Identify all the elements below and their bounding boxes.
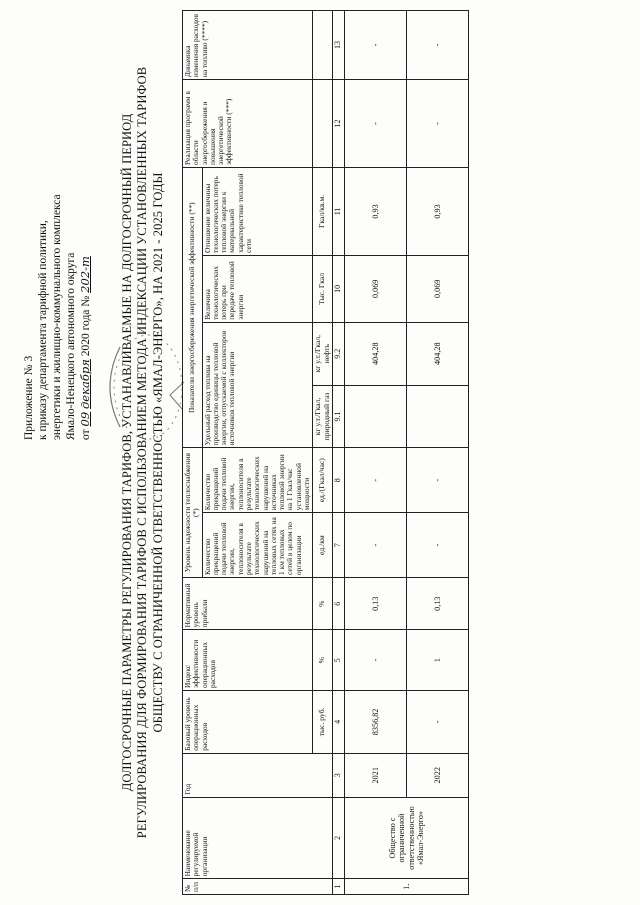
unit-profit: % [313, 578, 333, 630]
col-number: 11 [333, 167, 345, 255]
header-energy: Показатели энергосбережения энергетической эффективности (**) [183, 167, 203, 447]
unit-en-a2: кг у.т./Гкал, нефть [313, 322, 333, 385]
header-program: Реализация программ в области энергосбережения и повышения энергетической эффективности (***) [183, 80, 313, 168]
unit-dynamics [313, 11, 333, 80]
document-title [120, 0, 166, 905]
unit-en-c: Гкал/кв.м. [313, 167, 333, 255]
col-number: 12 [333, 80, 345, 168]
date-year: 2020 года № [80, 295, 93, 357]
header-row-1 [183, 11, 203, 895]
col-number: 7 [333, 513, 345, 578]
appendix-date-line [78, 40, 93, 440]
header-en-b: Величина технологических потерь при передаче тепловой энергии [202, 255, 313, 322]
table-row [345, 11, 407, 895]
appendix-department: энергетики и жилищно-коммунального комплекса [51, 194, 64, 440]
cell-en-a1 [345, 385, 407, 448]
header-num: № п/п [183, 879, 333, 895]
header-profit: Нормативный уровень прибыли [183, 578, 313, 630]
unit-program [313, 80, 333, 168]
cell-program: - [407, 80, 469, 168]
cell-dynamics: - [345, 11, 407, 80]
title-line-2: РЕГУЛИРОВАНИЯ ДЛЯ ФОРМИРОВАНИЯ ТАРИФОВ С ИСПОЛЬЗОВАНИЕМ МЕТОДА ИНДЕКСАЦИИ УСТАНОВЛЕННЫХ ТАРИФОВ [135, 66, 150, 839]
table-row [407, 11, 469, 895]
handwritten-order-number: 202-т [78, 256, 93, 293]
header-index: Индекс эффективности операционных расходов [183, 630, 313, 691]
cell-year: 2021 [345, 753, 407, 797]
cell-en-b: 0,069 [345, 255, 407, 322]
col-number: 10 [333, 255, 345, 322]
unit-en-a1: кг у.т./Гкал, природный газ [313, 385, 333, 448]
col-number: 9.1 [333, 385, 345, 448]
organization-name: Общество с ограниченной ответственностью «Ямал-Энерго» [345, 797, 469, 879]
cell-rel-a: - [407, 513, 469, 578]
tariff-parameters-table [182, 10, 469, 895]
col-number: 13 [333, 11, 345, 80]
cell-en-c: 0,93 [345, 167, 407, 255]
cell-rel-b: - [345, 448, 407, 513]
row-section-number: 1. [345, 879, 469, 895]
handwritten-day: 09 [78, 411, 93, 427]
unit-index: % [313, 630, 333, 691]
cell-en-a2: 404,28 [345, 322, 407, 385]
col-number: 3 [333, 753, 345, 797]
cell-rel-a: - [345, 513, 407, 578]
col-number: 9.2 [333, 322, 345, 385]
handwritten-month: декабря [78, 359, 93, 409]
col-number: 4 [333, 691, 345, 754]
col-number: 1 [333, 879, 345, 895]
date-prefix: от [80, 429, 93, 440]
cell-program: - [345, 80, 407, 168]
cell-profit: 0,13 [407, 578, 469, 630]
header-en-c: Отношение величины технологических потерь тепловой энергии к материальной характеристике тепловой сети [202, 167, 313, 255]
appendix-region: Ямало-Ненецкого автономного округа [65, 252, 78, 440]
header-en-a: Удельный расход топлива на производство единицы тепловой энергии, отпускаемой с коллекторов источников тепловой энергии [202, 322, 313, 448]
cell-en-a2: 404,28 [407, 322, 469, 385]
cell-year: 2022 [407, 753, 469, 797]
col-number: 6 [333, 578, 345, 630]
cell-index: 1 [407, 630, 469, 691]
col-number: 2 [333, 797, 345, 879]
header-dynamics: Динамика изменения расходов на топливо (****) [183, 11, 313, 80]
cell-profit: 0,13 [345, 578, 407, 630]
header-reliability: Уровень надежности теплоснабжения (*) [183, 448, 203, 578]
header-rel-a: Количество прекращений подачи тепловой энергии, теплоносителя в результате технологических нарушений на тепловых сетях на 1 км тепловых сетей в целом по организации [202, 513, 313, 578]
cell-en-b: 0,069 [407, 255, 469, 322]
cell-dynamics: - [407, 11, 469, 80]
appendix-block [22, 40, 93, 440]
title-line-1: ДОЛГОСРОЧНЫЕ ПАРАМЕТРЫ РЕГУЛИРОВАНИЯ ТАРИФОВ, УСТАНАВЛИВАЕМЫЕ НА ДОЛГОСРОЧНЫЙ ПЕРИОД [120, 113, 134, 792]
unit-base: тыс. руб. [313, 691, 333, 754]
header-rel-b: Количество прекращений подачи тепловой энергии, теплоносителя в результате технологических нарушений на источниках тепловой энергии на 1 Гкал/час установленной мощности [202, 448, 313, 513]
unit-en-b: Тыс. Гкал [313, 255, 333, 322]
title-line-3: ОБЩЕСТВУ С ОГРАНИЧЕННОЙ ОТВЕТСТВЕННОСТЬЮ «ЯМАЛ-ЭНЕРГО», НА 2021 - 2025 ГОДЫ [150, 172, 165, 733]
header-year: Год [183, 753, 333, 797]
header-org: Наименование регулируемой организации [183, 797, 333, 879]
header-base: Базовый уровень операционных расходов [183, 691, 313, 754]
cell-rel-b: - [407, 448, 469, 513]
unit-rel-b: ед./(Гкал/час) [313, 448, 333, 513]
cell-base: 8356,82 [345, 691, 407, 754]
column-numbers-row [333, 11, 345, 895]
col-number: 8 [333, 448, 345, 513]
col-number: 5 [333, 630, 345, 691]
cell-base: - [407, 691, 469, 754]
cell-en-a1 [407, 385, 469, 448]
cell-index: - [345, 630, 407, 691]
appendix-number: Приложение № 3 [23, 355, 35, 440]
unit-rel-a: ед./км [313, 513, 333, 578]
appendix-order-ref: к приказу департамента тарифной политики, [37, 220, 50, 440]
cell-en-c: 0,93 [407, 167, 469, 255]
